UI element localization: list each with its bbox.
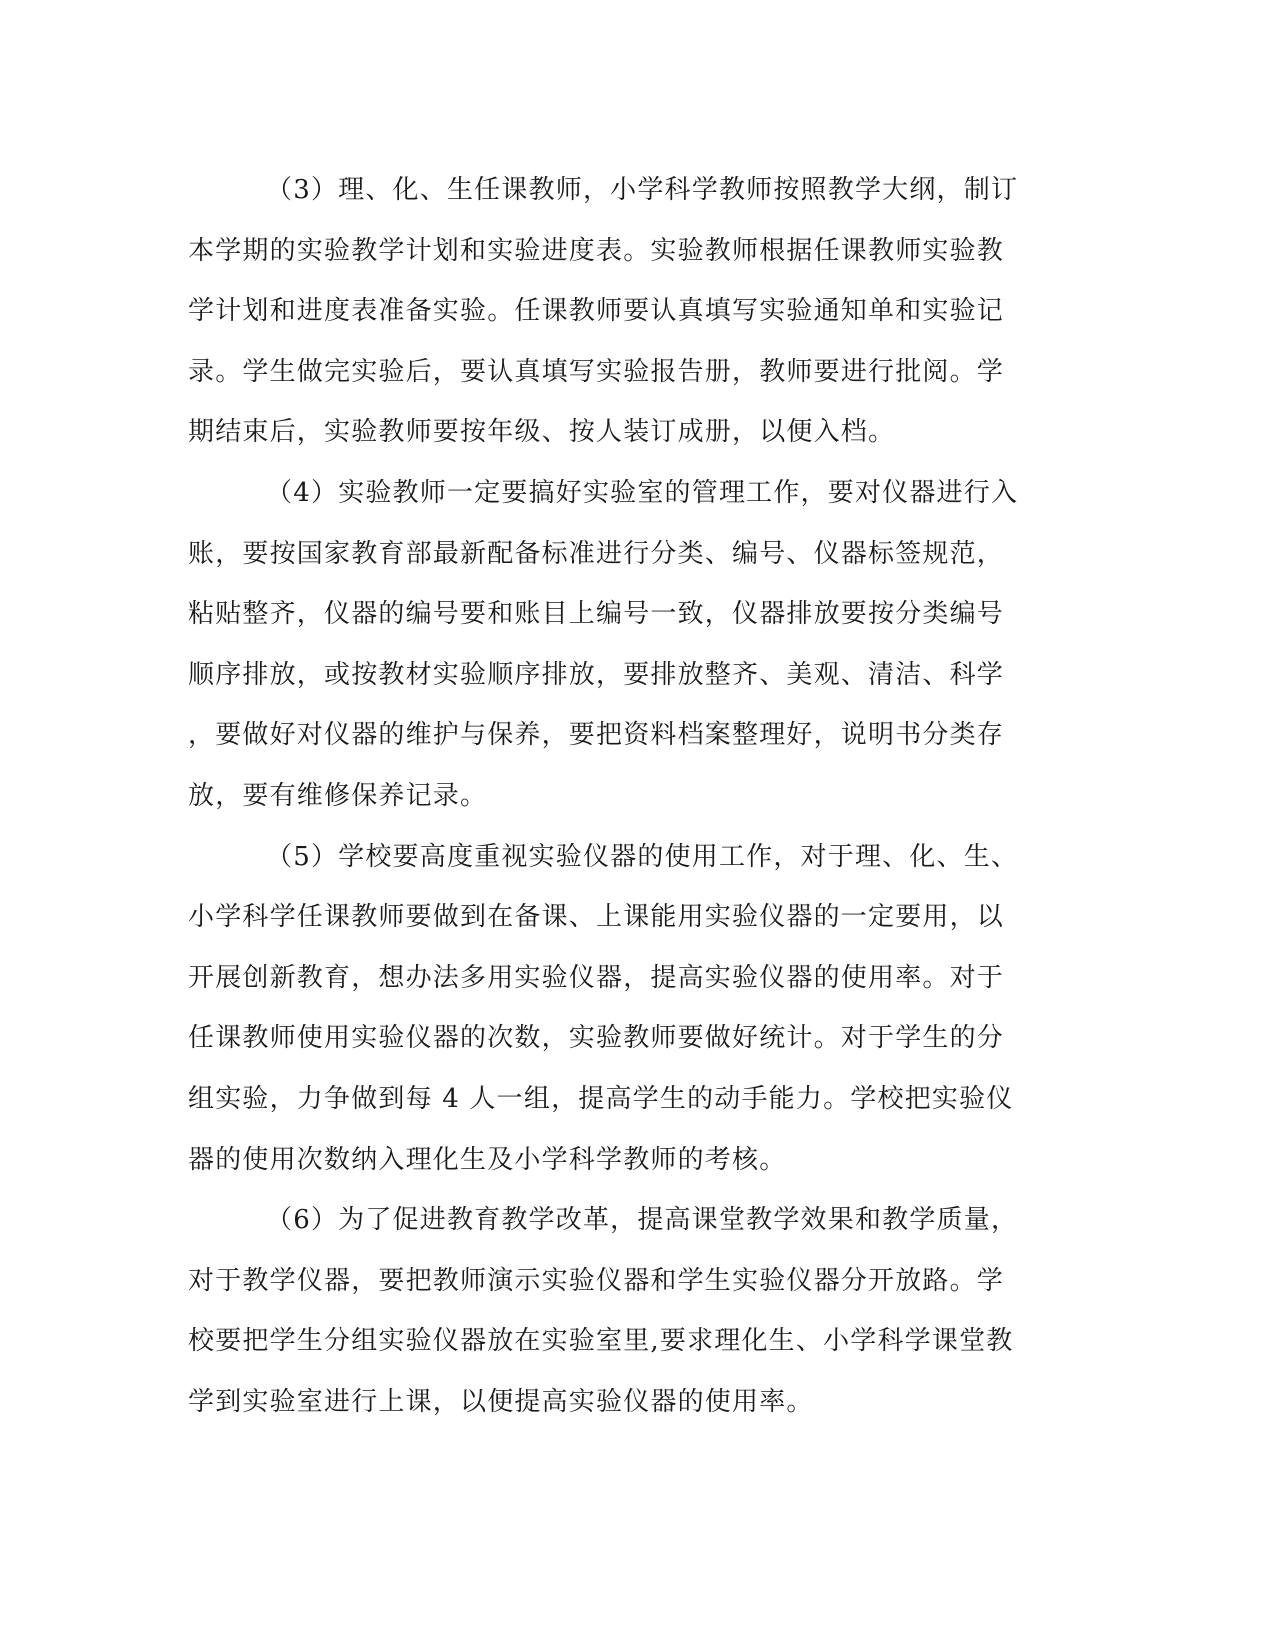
text-line: 粘贴整齐，仪器的编号要和账目上编号一致，仪器排放要按分类编号 [188, 599, 1005, 630]
text-line: 本学期的实验教学计划和实验进度表。实验教师根据任课教师实验教 [188, 235, 1005, 266]
paragraph-3 [188, 160, 1068, 463]
text-line: 任课教师使用实验仪器的次数，实验教师要做好统计。对于学生的分 [188, 1023, 1005, 1054]
text-line: （6）为了促进教育教学改革，提高课堂教学效果和教学质量， [266, 1205, 1019, 1236]
text-line: 器的使用次数纳入理化生及小学科学教师的考核。 [188, 1144, 787, 1175]
paragraph-5 [188, 827, 1068, 1191]
text-line: 期结束后，实验教师要按年级、按人装订成册，以便入档。 [188, 417, 896, 448]
text-line: 校要把学生分组实验仪器放在实验室里,要求理化生、小学科学课堂教 [188, 1326, 1014, 1357]
text-line: 顺序排放，或按教材实验顺序排放，要排放整齐、美观、清洁、科学 [188, 659, 1005, 690]
text-line: （3）理、化、生任课教师，小学科学教师按照教学大纲，制订 [266, 175, 1019, 205]
text-line: 录。学生做完实验后，要认真填写实验报告册，教师要进行批阅。学 [188, 356, 1005, 387]
text-line: 小学科学任课教师要做到在备课、上课能用实验仪器的一定要用，以 [188, 902, 1005, 933]
text-line: 学计划和进度表准备实验。任课教师要认真填写实验通知单和实验记 [188, 296, 1005, 327]
text-line: 对于教学仪器，要把教师演示实验仪器和学生实验仪器分开放路。学 [188, 1265, 1005, 1296]
text-line: 学到实验室进行上课，以便提高实验仪器的使用率。 [188, 1386, 814, 1417]
text-line: （4）实验教师一定要搞好实验室的管理工作，要对仪器进行入 [266, 477, 1019, 508]
text-line: 组实验，力争做到每 4 人一组，提高学生的动手能力。学校把实验仪 [188, 1083, 1014, 1114]
text-line: ，要做好对仪器的维护与保养，要把资料档案整理好，说明书分类存 [188, 720, 1005, 751]
paragraph-4 [188, 463, 1068, 827]
text-line: 开展创新教育，想办法多用实验仪器，提高实验仪器的使用率。对于 [188, 962, 1005, 993]
text-line: （5）学校要高度重视实验仪器的使用工作，对于理、化、生、 [266, 841, 1019, 872]
document-body [188, 160, 1068, 1432]
text-line: 放，要有维修保养记录。 [188, 780, 488, 811]
paragraph-6 [188, 1190, 1068, 1432]
text-line: 账，要按国家教育部最新配备标准进行分类、编号、仪器标签规范， [188, 538, 1005, 569]
